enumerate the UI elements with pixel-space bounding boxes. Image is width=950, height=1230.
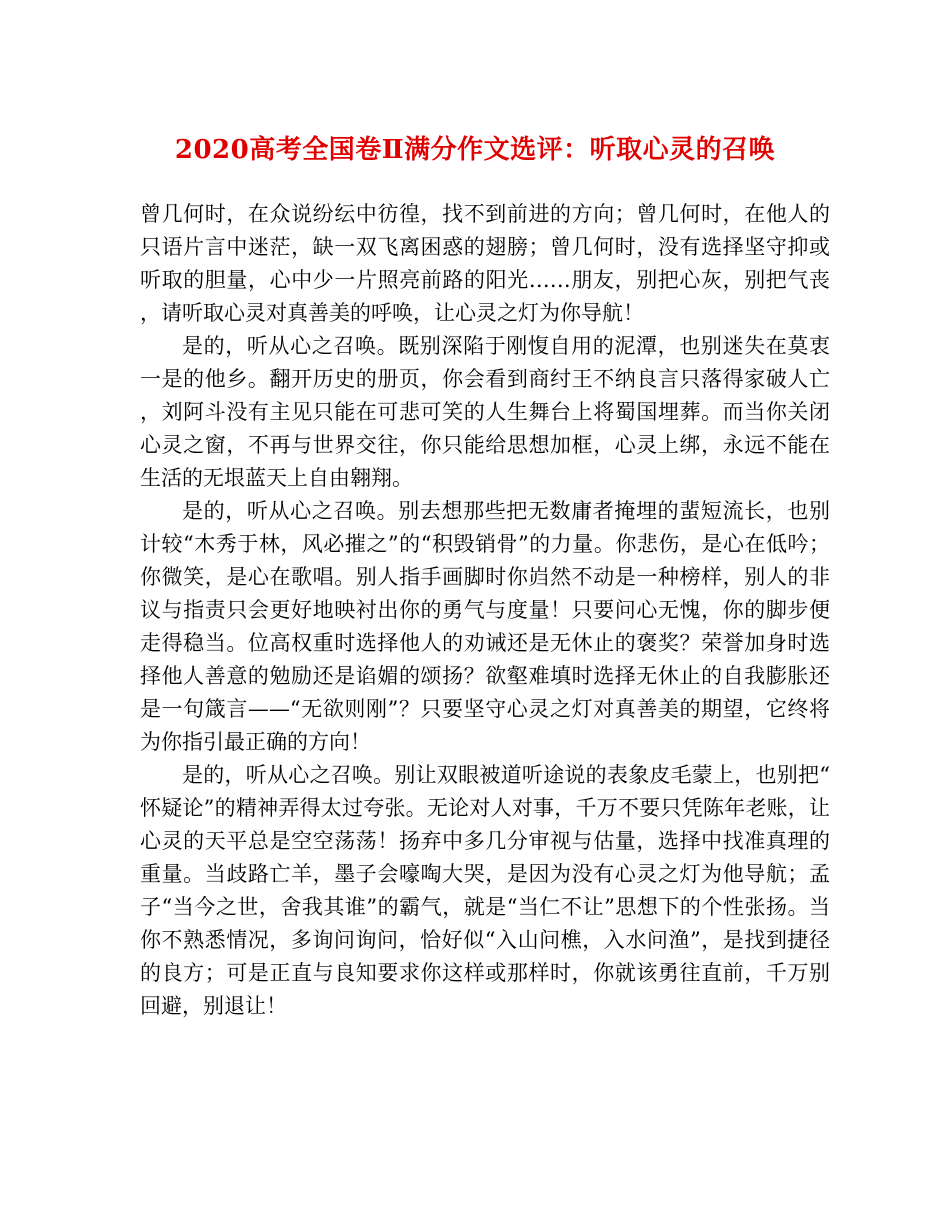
paragraph-1: 曾几何时，在众说纷纭中彷徨，找不到前进的方向；曾几何时，在他人的只语片言中迷茫，缺一双飞离困惑的翅膀；曾几何时，没有选择坚守抑或听取的胆量，心中少一片照亮前路的阳光……朋友，别把心灰，别把气丧，请听取心灵对真善美的呼唤，让心灵之灯为你导航！ [140,202,830,325]
document-body [140,198,830,1023]
document-title: 2020高考全国卷Ⅱ满分作文选评：听取心灵的召唤 [174,135,776,165]
paragraph-2: 是的，听从心之召唤。既别深陷于刚愎自用的泥潭，也别迷失在莫衷一是的他乡。翻开历史的册页，你会看到商纣王不纳良言只落得家破人亡，刘阿斗没有主见只能在可悲可笑的人生舞台上将蜀国埋葬。而当你关闭心灵之窗，不再与世界交往，你只能给思想加框，心灵上绑，永远不能在生活的无垠蓝天上自由翱翔。 [140,334,830,490]
paragraph-4: 是的，听从心之召唤。别让双眼被道听途说的表象皮毛蒙上，也别把“怀疑论”的精神弄得太过夸张。无论对人对事，千万不要只凭陈年老账，让心灵的天平总是空空荡荡！扬弃中多几分审视与估量，选择中找准真理的重量。当歧路亡羊，墨子会嚎啕大哭，是因为没有心灵之灯为他导航；孟子“当今之世，舍我其谁”的霸气，就是“当仁不让”思想下的个性张扬。当你不熟悉情况，多询问询问，恰好似“入山问樵，入水问渔”，是找到捷径的良方；可是正直与良知要求你这样或那样时，你就该勇往直前，千万别回避，别退让！ [140,763,830,1018]
paragraph-3: 是的，听从心之召唤。别去想那些把无数庸者掩埋的蜚短流长，也别计较“木秀于林，风必摧之”的“积毁销骨”的力量。你悲伤，是心在低吟；你微笑，是心在歌唱。别人指手画脚时你岿然不动是一种榜样，别人的非议与指责只会更好地映衬出你的勇气与度量！只要问心无愧，你的脚步便走得稳当。位高权重时选择他人的劝诫还是无休止的褒奖？荣誉加身时选择他人善意的勉励还是谄媚的颂扬？欲壑难填时选择无休止的自我膨胀还是一句箴言——“无欲则刚”？只要坚守心灵之灯对真善美的期望，它终将为你指引最正确的方向！ [140,499,830,754]
